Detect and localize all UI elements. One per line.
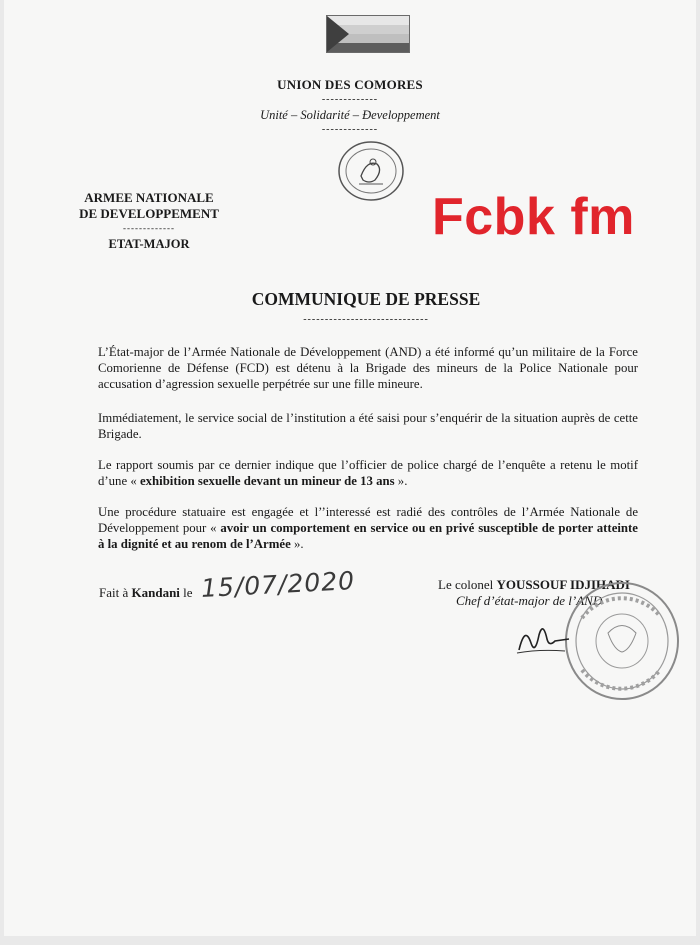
handwritten-signature — [509, 605, 579, 665]
title-underline: ----------------------------- — [303, 314, 429, 325]
facebook-watermark: Fcbk fm — [432, 188, 635, 246]
header-separator: ------------- — [321, 94, 379, 105]
document-page — [4, 0, 696, 945]
comoros-flag-icon — [326, 15, 410, 53]
header-separator: ------------- — [321, 124, 379, 135]
place-and-date: Fait à Kandani le — [99, 585, 193, 600]
country-name: UNION DES COMORES — [277, 77, 423, 92]
photo-bottom-edge — [0, 936, 700, 945]
national-motto: Unité – Solidarité – Ðeveloppement — [260, 108, 440, 122]
quoted-reason: avoir un comportement en service ou en privé susceptible de porter atteinte à la dignité et au renom de l’Armée — [98, 521, 638, 552]
signatory-title: Chef d’état-major de l’AND — [456, 593, 603, 608]
paragraph-4: Une procédure statuaire est engagée et l’’interessé est radié des contrôles de l’Armée Nationale de Développement pour « avoir un comportement en service ou en privé susceptible de porter atteinte à la dignité et au renom de l’Armée ». — [98, 505, 638, 552]
sender-line-2: DE DEVELOPPEMENT — [79, 206, 219, 221]
document-title: COMMUNIQUE DE PRESSE — [251, 289, 481, 309]
signatory-name: Le colonel YOUSSOUF IDJIHADI — [438, 577, 630, 592]
sender-line-3: ETAT-MAJOR — [108, 237, 190, 251]
national-seal-icon — [337, 140, 405, 202]
paragraph-3: Le rapport soumis par ce dernier indique que l’officier de police chargé de l’enquête a retenu le motif d’une « exhibition sexuelle devant un mineur de 13 ans ». — [98, 458, 638, 489]
handwritten-date: 15/07/2020 — [200, 565, 356, 604]
place-name: Kandani — [131, 585, 180, 600]
sender-separator: ------------- — [123, 223, 175, 233]
paragraph-1: L’État-major de l’Armée Nationale de Développement (AND) a été informé qu’un militaire de la Force Comorienne de Défense (FCD) est détenu à la Brigade des mineurs de la Police Nationale pour accusation d’agression sexuelle perpétrée sur une fille mineure. — [98, 345, 638, 392]
paragraph-2: Immédiatement, le service social de l’institution a été saisi pour s’enquérir de la situation auprès de cette Brigade. — [98, 411, 638, 442]
quoted-motif: exhibition sexuelle devant un mineur de 13 ans — [139, 474, 395, 489]
sender-line-1: ARMEE NATIONALE — [84, 190, 214, 205]
